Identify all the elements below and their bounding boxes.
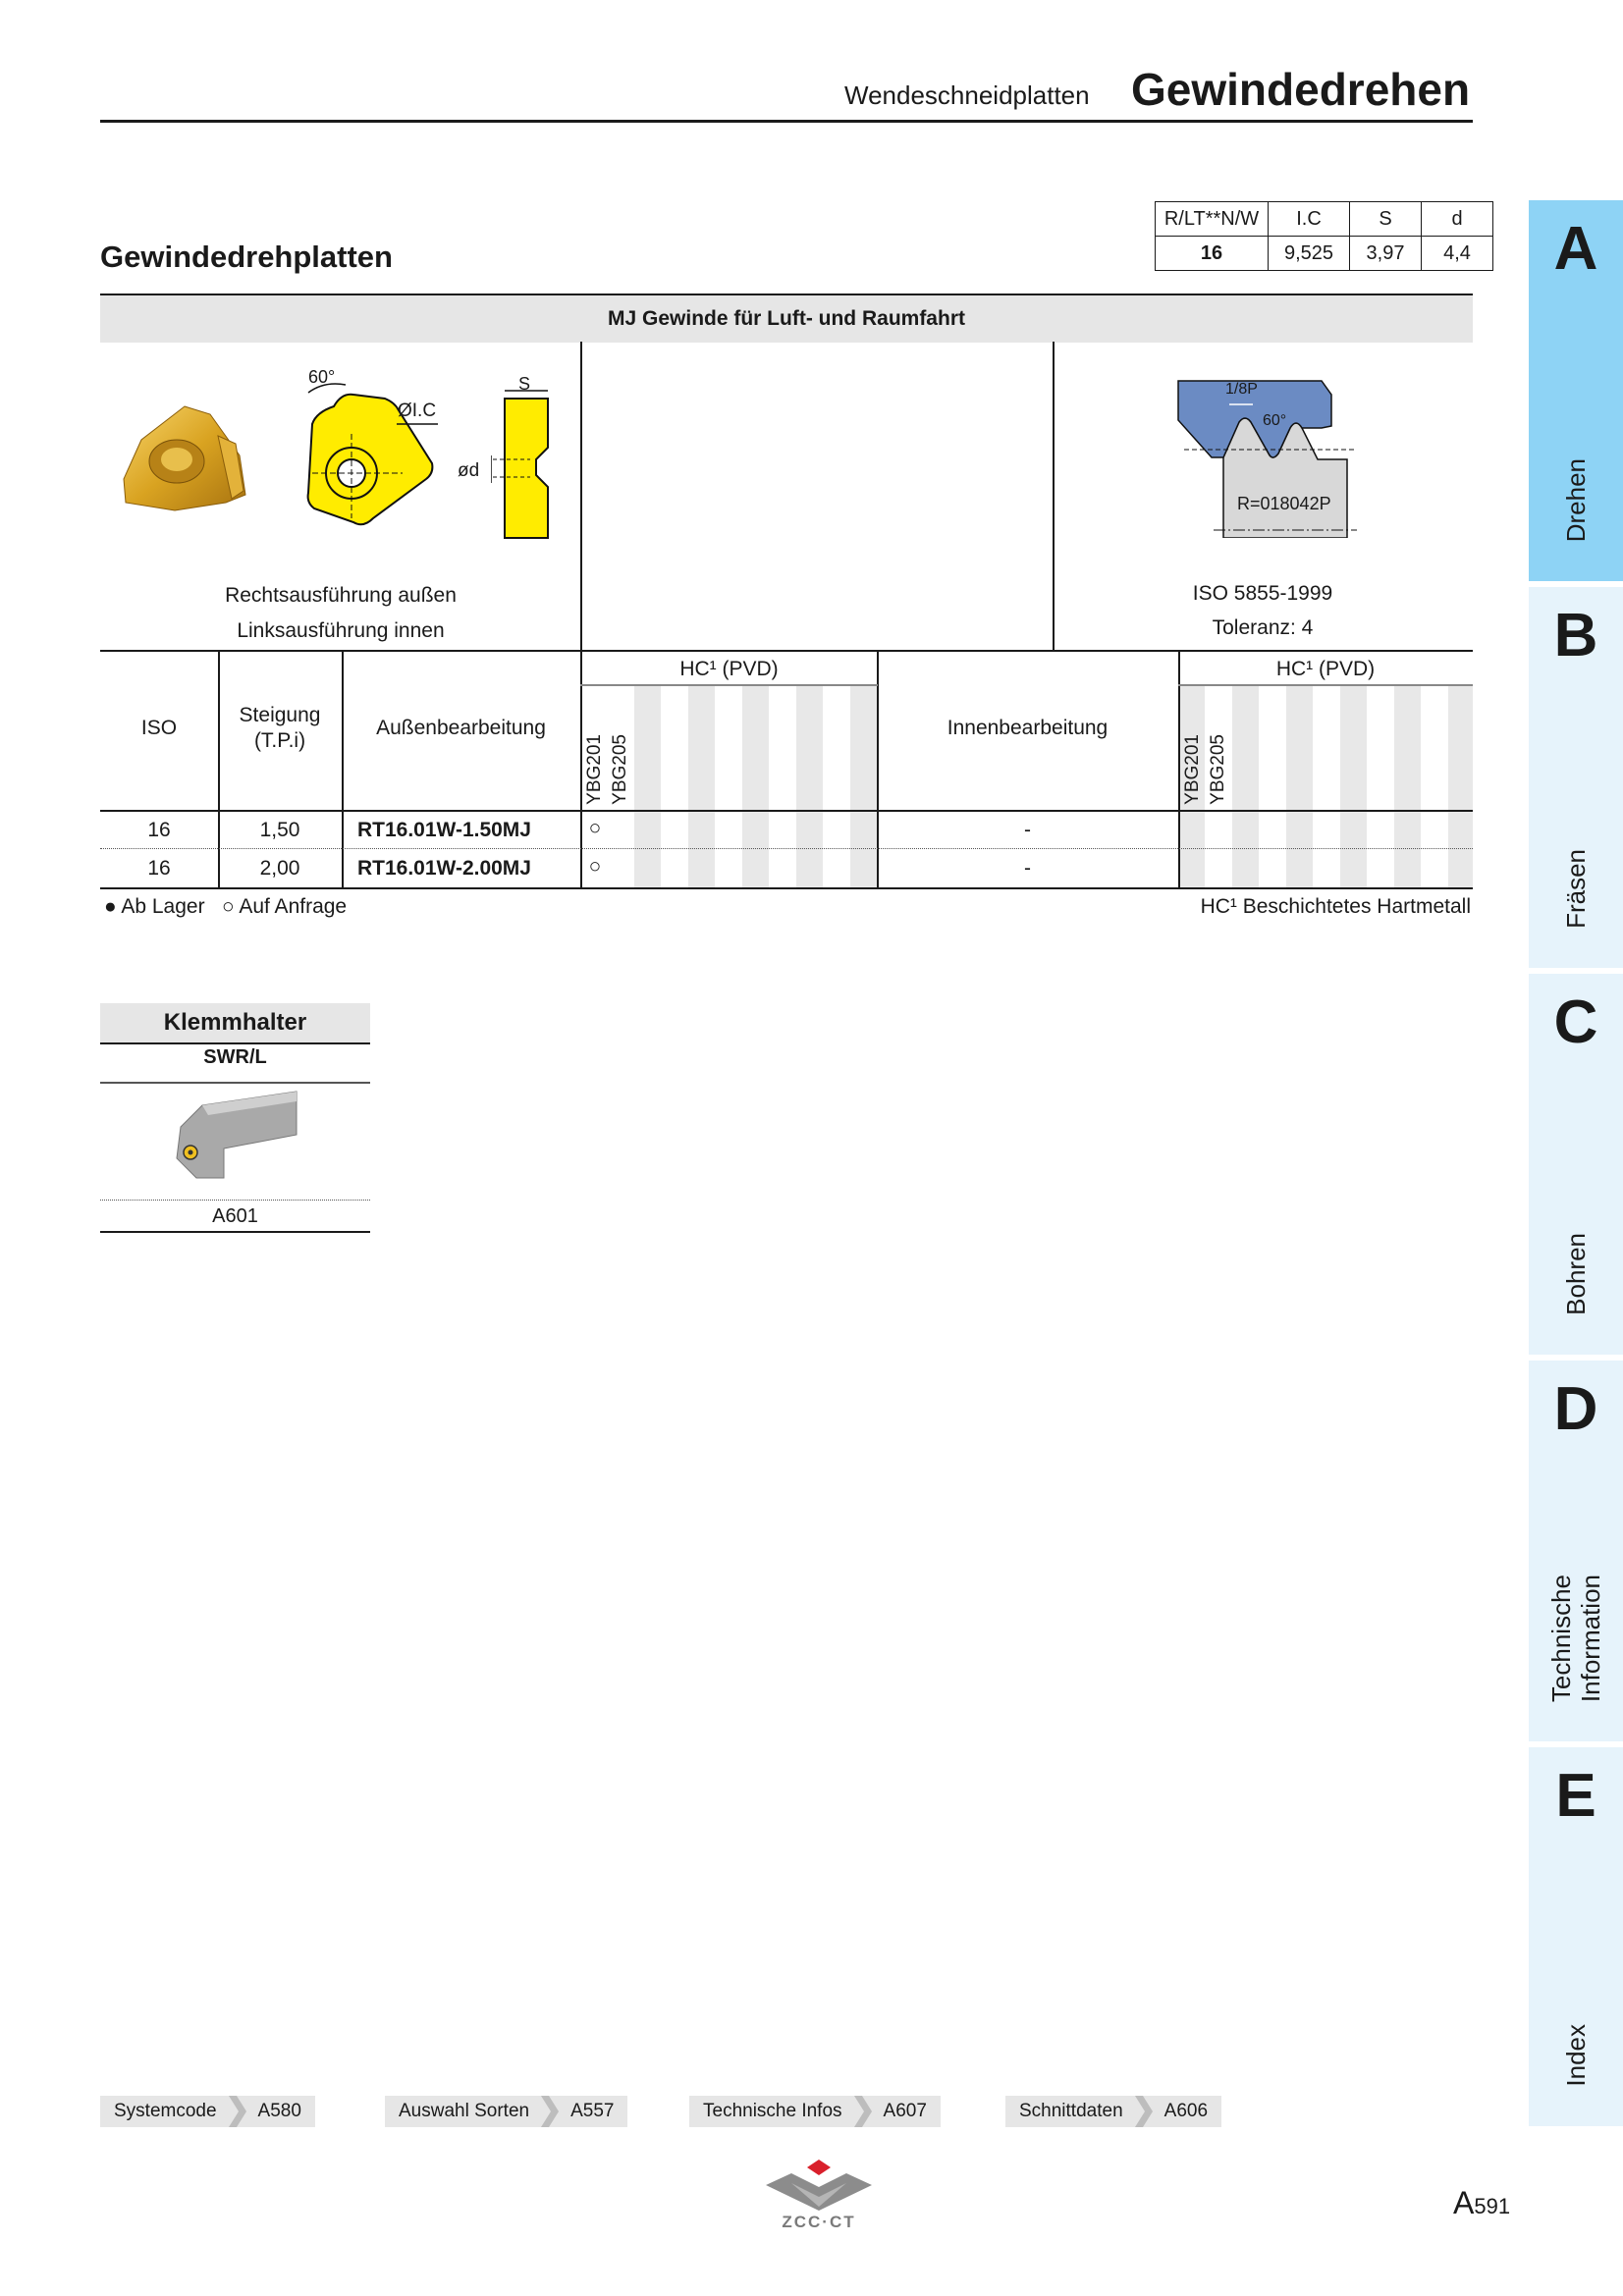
logo-text: ZCC·CT bbox=[782, 2213, 856, 2231]
holder-image bbox=[173, 1088, 300, 1186]
nav-technische-infos[interactable] bbox=[689, 2096, 941, 2127]
radius-label: R=018042P bbox=[1237, 494, 1331, 513]
grade-label: YBG201 bbox=[1182, 734, 1203, 805]
row-part-number: RT16.01W-2.00MJ bbox=[357, 857, 531, 880]
legend-stock: ● Ab Lager bbox=[104, 895, 205, 918]
tab-fraesen[interactable] bbox=[1529, 587, 1623, 968]
grade-group-int: HC¹ (PVD) bbox=[1275, 658, 1376, 680]
ic-label: ØI.C bbox=[398, 400, 437, 421]
tab-letter: A bbox=[1553, 215, 1598, 283]
standard-iso: ISO 5855-1999 bbox=[1192, 582, 1333, 605]
legend-coating: HC¹ Beschichtetes Hartmetall bbox=[1200, 895, 1471, 918]
holder-page-link[interactable]: A601 bbox=[212, 1205, 258, 1227]
tab-label: Index bbox=[1561, 2024, 1591, 2087]
spec-value: 3,97 bbox=[1350, 237, 1422, 271]
nav-label: Schnittdaten bbox=[1019, 2101, 1123, 2121]
tab-letter: B bbox=[1553, 602, 1598, 669]
tab-label: Technische Information bbox=[1546, 1574, 1605, 1702]
spec-header: d bbox=[1422, 202, 1493, 237]
spec-header: R/LT**N/W bbox=[1156, 202, 1269, 237]
row-iso: 16 bbox=[147, 857, 171, 880]
tab-label: Fräsen bbox=[1561, 849, 1591, 929]
row-int: - bbox=[1024, 857, 1031, 880]
nav-label: Auswahl Sorten bbox=[399, 2101, 530, 2121]
chevron-right-icon bbox=[227, 2096, 248, 2127]
col-pitch: Steigung (T.P.i) bbox=[239, 704, 321, 752]
page-number bbox=[1453, 2185, 1510, 2221]
grade-label: YBG201 bbox=[584, 734, 605, 805]
angle-label: 60° bbox=[308, 367, 336, 387]
pitch-label: 1/8P bbox=[1225, 381, 1258, 398]
row-part-number: RT16.01W-1.50MJ bbox=[357, 819, 531, 841]
insert-side-drawing bbox=[491, 377, 562, 546]
spec-value: 9,525 bbox=[1269, 237, 1350, 271]
page-number-prefix: A bbox=[1453, 2185, 1475, 2220]
d-label: ød bbox=[458, 460, 480, 481]
row-pitch: 2,00 bbox=[259, 857, 300, 880]
tab-index[interactable] bbox=[1529, 1747, 1623, 2126]
spec-value: 16 bbox=[1156, 237, 1269, 271]
spec-table bbox=[1155, 201, 1493, 271]
tab-bohren[interactable] bbox=[1529, 974, 1623, 1355]
col-iso: ISO bbox=[140, 717, 178, 739]
nav-label: Technische Infos bbox=[703, 2101, 842, 2121]
spec-header: S bbox=[1350, 202, 1422, 237]
band-header bbox=[100, 294, 1473, 343]
chevron-right-icon bbox=[1133, 2096, 1155, 2127]
spec-header: I.C bbox=[1269, 202, 1350, 237]
header-title: Gewindedrehen bbox=[1131, 64, 1471, 115]
row-pitch: 1,50 bbox=[259, 819, 300, 841]
page-number-value: 591 bbox=[1474, 2194, 1511, 2218]
grade-label: YBG205 bbox=[1208, 734, 1228, 805]
col-int: Innenbearbeitung bbox=[947, 717, 1109, 739]
tab-letter: E bbox=[1555, 1762, 1596, 1830]
tab-letter: C bbox=[1553, 988, 1598, 1056]
row-availability: ○ bbox=[588, 817, 602, 839]
row-iso: 16 bbox=[147, 819, 171, 841]
holder-title: Klemmhalter bbox=[163, 1009, 307, 1036]
legend-request: ○ Auf Anfrage bbox=[222, 895, 348, 918]
nav-page: A580 bbox=[257, 2101, 301, 2121]
nav-page: A606 bbox=[1163, 2101, 1209, 2121]
nav-systemcode[interactable] bbox=[100, 2096, 315, 2127]
grade-label: YBG205 bbox=[610, 734, 630, 805]
row-int: - bbox=[1024, 819, 1031, 841]
row-availability: ○ bbox=[588, 855, 602, 878]
variant-right: Rechtsausführung außen bbox=[225, 584, 457, 607]
band-title: MJ Gewinde für Luft- und Raumfahrt bbox=[608, 307, 965, 330]
section-title: Gewindedrehplatten bbox=[100, 240, 393, 274]
nav-schnittdaten[interactable] bbox=[1005, 2096, 1221, 2127]
holder-code: SWR/L bbox=[203, 1046, 267, 1068]
chevron-right-icon bbox=[852, 2096, 874, 2127]
nav-auswahl-sorten[interactable] bbox=[385, 2096, 627, 2127]
divider bbox=[100, 650, 1473, 652]
col-ext: Außenbearbeitung bbox=[376, 717, 546, 739]
nav-page: A607 bbox=[883, 2101, 927, 2121]
tab-technische-information[interactable] bbox=[1529, 1361, 1623, 1741]
s-label: S bbox=[518, 374, 531, 394]
variant-left: Linksausführung innen bbox=[237, 619, 445, 642]
tab-letter: D bbox=[1553, 1375, 1598, 1443]
angle-label: 60° bbox=[1263, 412, 1287, 429]
standard-tolerance: Toleranz: 4 bbox=[1212, 616, 1314, 639]
holder-header bbox=[100, 1003, 370, 1044]
nav-label: Systemcode bbox=[114, 2101, 217, 2121]
chevron-right-icon bbox=[539, 2096, 561, 2127]
tab-label: Bohren bbox=[1561, 1233, 1591, 1315]
tab-drehen[interactable] bbox=[1529, 200, 1623, 581]
insert-drawing bbox=[295, 371, 442, 548]
header-rule bbox=[100, 120, 1473, 123]
spec-value: 4,4 bbox=[1422, 237, 1493, 271]
nav-page: A557 bbox=[570, 2101, 615, 2121]
header-subtitle: Wendeschneidplatten bbox=[844, 80, 1090, 110]
insert-photo bbox=[116, 400, 253, 518]
grade-group-ext: HC¹ (PVD) bbox=[679, 658, 779, 680]
logo-icon bbox=[762, 2160, 876, 2211]
tab-label: Drehen bbox=[1561, 457, 1591, 542]
